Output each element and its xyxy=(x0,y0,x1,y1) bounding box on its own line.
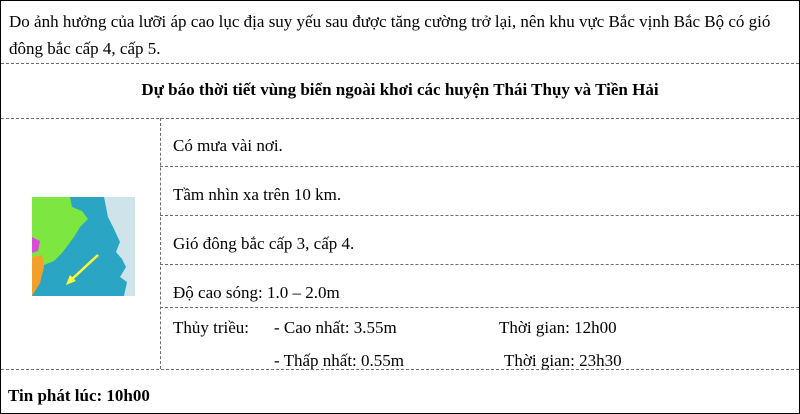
divider xyxy=(160,215,799,216)
visibility-text: Tầm nhìn xa trên 10 km. xyxy=(173,185,342,204)
intro-text: Do ảnh hưởng của lưỡi áp cao lục địa suy yếu sau được tăng cường trở lại, nên khu vực Bắc vịnh Bắc Bộ có gió đông bắc cấp 4, cấp 5. xyxy=(9,12,771,58)
divider xyxy=(1,63,799,64)
divider xyxy=(160,166,799,167)
issued-time: Tin phát lúc: 10h00 xyxy=(8,386,150,405)
sea-wind-map-icon xyxy=(32,197,135,296)
wind-text: Gió đông bắc cấp 3, cấp 4. xyxy=(173,234,355,253)
divider xyxy=(1,369,799,370)
tide-label: Thủy triều: xyxy=(173,318,250,337)
tide-high-label: - Cao nhất: 3.55m xyxy=(274,318,397,337)
tide-low-label: - Thấp nhất: 0.55m xyxy=(274,351,404,370)
column-divider xyxy=(160,118,161,369)
divider xyxy=(1,118,799,119)
tide-low-time: Thời gian: 23h30 xyxy=(504,351,622,370)
divider xyxy=(160,264,799,265)
tide-high-time: Thời gian: 12h00 xyxy=(499,318,617,337)
forecast-title: Dự báo thời tiết vùng biển ngoài khơi các huyện Thái Thụy và Tiền Hải xyxy=(141,80,659,99)
divider xyxy=(160,307,799,308)
wave-text: Độ cao sóng: 1.0 – 2.0m xyxy=(173,283,340,302)
rain-text: Có mưa vài nơi. xyxy=(173,136,283,155)
